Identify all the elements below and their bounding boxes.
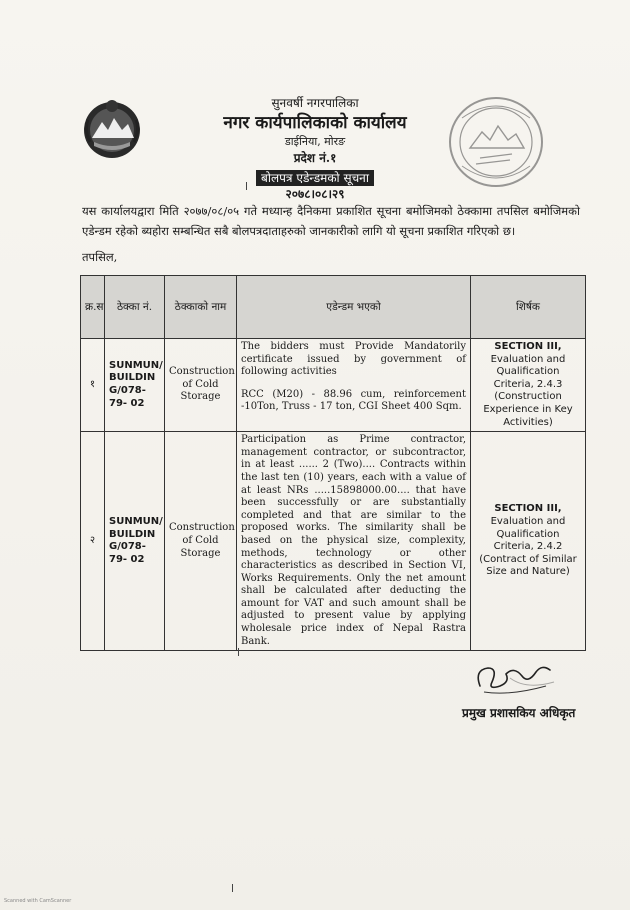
header-addendum: एडेन्डम भएको (237, 276, 471, 339)
header-serial-number: क्र.स (81, 276, 105, 339)
section-criteria: Evaluation and Qualification Criteria, 2.4.2 (Contract of Similar Size and Nature) (479, 516, 577, 578)
header-contract-number: ठेक्का नं. (105, 276, 165, 339)
scan-mark (238, 648, 239, 656)
row-serial-number: १ (81, 339, 105, 432)
row-addendum: Participation as Prime contractor, management contractor, or subcontractor, in at least ...... 2 (Two).... Contracts within the last ten (10) years, each with a value of at least NRs .....15898000.00.... that have been successfully or are substantially completed and that are similar to the proposed works. The similarity shall be based on the physical size, complexity, methods, technology or other characteristics as described in Section VI, Works Requirements. Only the net amount shall be calculated after deducting the amount for VAT and such amount shall be adjusted to present value by applying wholesale price index of Nepal Rastra Bank. (237, 432, 471, 651)
addendum-table (80, 275, 586, 651)
schedule-label: तपसिल, (82, 250, 118, 264)
municipality-name: सुनवर्षी नगरपालिका (271, 96, 359, 110)
notice-title: बोलपत्र एडेन्डमको सूचना (256, 170, 374, 186)
header-contract-name: ठेक्काको नाम (165, 276, 237, 339)
row-contract-number: SUNMUN/ BUILDIN G/078-79- 02 (105, 432, 165, 651)
scan-mark (232, 884, 233, 892)
scan-mark (246, 182, 247, 190)
row-section-title (471, 339, 586, 432)
row-contract-name: Construction of Cold Storage (165, 339, 237, 432)
notice-date: २०७८।०८।२९ (285, 187, 345, 201)
row-addendum (237, 339, 471, 432)
handwritten-signature (470, 656, 560, 700)
office-seal-stamp (440, 88, 552, 196)
addendum-requirement: The bidders must Provide Mandatorily certificate issued by government of following activities (241, 341, 466, 378)
row-contract-number: SUNMUN/ BUILDIN G/078-79- 02 (105, 339, 165, 432)
section-heading: SECTION III, (494, 341, 562, 352)
section-criteria: Evaluation and Qualification Criteria, 2.4.3 (Construction Experience in Key Activities) (483, 353, 573, 428)
table-header-row (81, 276, 586, 339)
nepal-emblem-logo (80, 96, 144, 160)
row-serial-number: २ (81, 432, 105, 651)
row-section-title (471, 432, 586, 651)
row-contract-name: Construction of Cold Storage (165, 432, 237, 651)
province-name: प्रदेश नं.१ (293, 151, 337, 165)
section-heading: SECTION III, (494, 503, 562, 515)
intro-paragraph: यस कार्यालयद्वारा मिति २०७७/०८/०५ गते मध्यान्ह दैनिकमा प्रकाशित सूचना बमोजिमको ठेक्कामा तपसिल बमोजिमको एडेन्डम रहेको ब्यहोरा सम्बन्धित सबै बोलपत्रदाताहरुको जानकारीको लागि यो सूचना प्रकाशित गरिएको छ। (82, 204, 580, 238)
header-title: शिर्षक (471, 276, 586, 339)
office-name: नगर कार्यपालिकाको कार्यालय (223, 113, 407, 133)
signatory-title: प्रमुख प्रशासकिय अधिकृत (462, 706, 576, 720)
office-address: डाईनिया, मोरङ (284, 135, 346, 148)
table-row (81, 339, 586, 432)
table-row (81, 432, 586, 651)
addendum-quantities: RCC (M20) - 88.96 cum, reinforcement -10Ton, Truss - 17 ton, CGI Sheet 400 Sqm. (241, 388, 466, 413)
scanner-watermark: Scanned with CamScanner (4, 898, 72, 904)
office-header (180, 94, 450, 203)
